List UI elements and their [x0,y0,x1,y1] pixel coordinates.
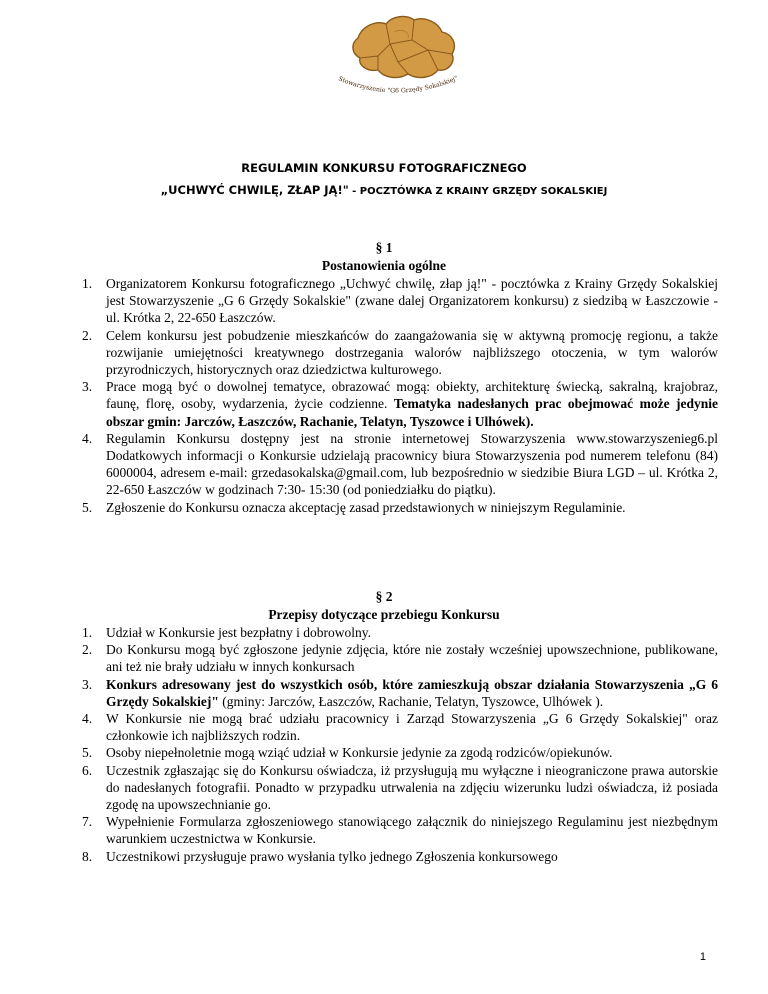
list-item: 1. Organizatorem Konkursu fotograficznego „Uchwyć chwilę, złap ją!" - pocztówka z Krainy Grzędy Sokalskiej jest Stowarzyszenie „G 6 Grzędy Sokalskie" (zwane dalej Organizatorem konkursu) z siedzibą w Łaszczowie - ul. Krótka 2, 22-650 Łaszczów. [82,276,718,326]
section2-number: § 2 [375,589,393,604]
section1-number: § 1 [375,240,393,255]
map-logo-icon [328,10,468,110]
list-item: 4. Regulamin Konkursu dostępny jest na stronie internetowej Stowarzyszenia www.stowarzyszenieg6.pl Dodatkowych informacji o Konkursie udzielają pracownicy biura Stowarzyszenia pod numerem telefonu (84) 6000004, adresem e-mail: grzedasokalska@gmail.com, lub bezpośrednio w siedzibie Biura LGD – ul. Krótka 2, 22-650 Łaszczów w godzinach 7:30- 15:30 (od poniedziałku do piątku). [82,430,718,498]
page-number: 1 [699,951,706,963]
list-item: 3. Prace mogą być o dowolnej tematyce, obrazować mogą: obiekty, architekturę świecką, sakralną, krajobraz, faunę, florę, osoby, wydarzenia, życie codzienne. Tematyka nadesłanych prac obejmować może jedynie obszar gmin: Jarczów, Łaszczów, Rachanie, Telatyn, Tyszowce i Ulhówek). [82,379,718,429]
list-item: 2. Celem konkursu jest pobudzenie mieszkańców do zaangażowania się w aktywną promocję regionu, a także rozwijanie umiejętności kreatywnego dostrzegania walorów najbliższego otoczenia, w tym walorów przyrodniczych, historycznych oraz dziedzictwa kulturowego. [82,327,718,378]
logo-caption: Stowarzyszenie "G6 Grzędy Sokalskiej" [337,74,460,95]
contest-name: „UCHWYĆ CHWILĘ, ZŁAP JĄ!" [160,183,349,197]
association-logo [328,10,468,110]
contest-subname: - POCZTÓWKA Z KRAINY GRZĘDY SOKALSKIEJ [348,186,608,197]
list-item: 7. Wypełnienie Formularza zgłoszeniowego stanowiącego załącznik do niniejszego Regulaminu jest niezbędnym warunkiem uczestnictwa w Konkursie. [82,814,718,847]
document-title: REGULAMIN KONKURSU FOTOGRAFICZNEGO [241,161,527,175]
section2-heading: Przepisy dotyczące przebiegu Konkursu [268,607,500,622]
list-item: 8. Uczestnikowi przysługuje prawo wysłania tylko jednego Zgłoszenia konkursowego [82,848,558,864]
list-item: 6. Uczestnik zgłaszając się do Konkursu oświadcza, iż przysługują mu wyłączne i nieograniczone prawa autorskie do nadesłanych fotografii. Ponadto w przypadku utrwalenia na zdjęciu wizerunku ludzi oświadcza, iż posiada zgodę na upowszechnianie go. [82,762,718,813]
list-item: 5. Zgłoszenie do Konkursu oznacza akceptację zasad przedstawionych w niniejszym Regulaminie. [82,499,626,515]
list-item: 3. Konkurs adresowany jest do wszystkich osób, które zamieszkują obszar działania Stowarzyszenia „G 6 Grzędy Sokalskiej" (gminy: Jarczów, Łaszczów, Rachanie, Telatyn, Tyszowce, Ulhówek ). [82,676,718,709]
list-item: 1. Udział w Konkursie jest bezpłatny i dobrowolny. [82,625,371,640]
list-item: 4. W Konkursie nie mogą brać udziału pracownicy i Zarząd Stowarzyszenia „G 6 Grzędy Sokalskiej" oraz członkowie ich najbliższych rodzin. [82,711,718,744]
list-item: 2. Do Konkursu mogą być zgłoszone jedynie zdjęcia, które nie zostały wcześniej upowszechnione, publikowane, ani też nie brały udziału w innych konkursach [82,642,718,675]
section2-list [82,624,718,865]
list-item: 5. Osoby niepełnoletnie mogą wziąć udział w Konkursie jedynie za zgodą rodziców/opiekunów. [82,745,613,761]
section1-heading: Postanowienia ogólne [321,258,447,273]
section1-list [82,275,718,516]
document-subtitle [0,183,768,197]
